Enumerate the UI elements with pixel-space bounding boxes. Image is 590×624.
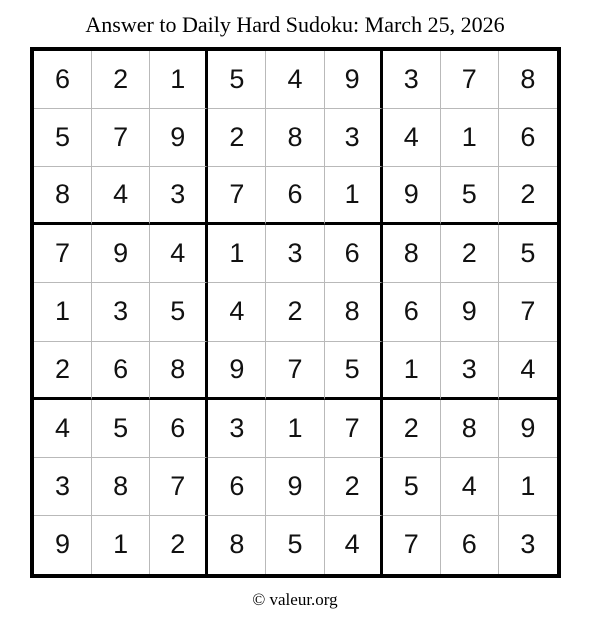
copyright-footer: © valeur.org — [252, 590, 338, 609]
sudoku-cell: 7 — [383, 516, 441, 574]
sudoku-cell: 4 — [325, 516, 383, 574]
sudoku-board — [30, 47, 561, 578]
sudoku-cell: 8 — [92, 458, 150, 516]
sudoku-cell: 7 — [441, 51, 499, 109]
sudoku-cell: 7 — [92, 109, 150, 167]
sudoku-cell: 3 — [208, 400, 266, 458]
sudoku-cell: 4 — [383, 109, 441, 167]
sudoku-cell: 2 — [325, 458, 383, 516]
sudoku-cell: 5 — [34, 109, 92, 167]
sudoku-cell: 4 — [34, 400, 92, 458]
sudoku-cell: 1 — [266, 400, 324, 458]
sudoku-cell: 5 — [499, 225, 557, 283]
sudoku-cell: 9 — [266, 458, 324, 516]
sudoku-cell: 1 — [150, 51, 208, 109]
sudoku-cell: 1 — [383, 342, 441, 400]
sudoku-cell: 3 — [266, 225, 324, 283]
sudoku-cell: 2 — [441, 225, 499, 283]
sudoku-cell: 9 — [150, 109, 208, 167]
sudoku-cell: 4 — [92, 167, 150, 225]
sudoku-cell: 7 — [208, 167, 266, 225]
page-title: Answer to Daily Hard Sudoku: March 25, 2026 — [85, 12, 505, 37]
sudoku-cell: 1 — [441, 109, 499, 167]
sudoku-cell: 2 — [34, 342, 92, 400]
sudoku-cell: 6 — [208, 458, 266, 516]
sudoku-cell: 1 — [325, 167, 383, 225]
sudoku-cell: 8 — [325, 283, 383, 341]
sudoku-cell: 3 — [383, 51, 441, 109]
sudoku-cell: 4 — [266, 51, 324, 109]
sudoku-cell: 1 — [499, 458, 557, 516]
sudoku-cell: 9 — [34, 516, 92, 574]
sudoku-cell: 6 — [383, 283, 441, 341]
sudoku-cell: 7 — [325, 400, 383, 458]
sudoku-cell: 2 — [266, 283, 324, 341]
sudoku-cell: 2 — [499, 167, 557, 225]
sudoku-cell: 5 — [150, 283, 208, 341]
sudoku-cell: 6 — [325, 225, 383, 283]
sudoku-cell: 8 — [208, 516, 266, 574]
sudoku-cell: 8 — [266, 109, 324, 167]
sudoku-cell: 7 — [266, 342, 324, 400]
sudoku-cell: 6 — [266, 167, 324, 225]
sudoku-cell: 2 — [208, 109, 266, 167]
sudoku-cell: 3 — [441, 342, 499, 400]
sudoku-cell: 8 — [441, 400, 499, 458]
sudoku-cell: 5 — [325, 342, 383, 400]
sudoku-cell: 6 — [92, 342, 150, 400]
sudoku-cell: 9 — [92, 225, 150, 283]
sudoku-cell: 7 — [150, 458, 208, 516]
sudoku-cell: 5 — [92, 400, 150, 458]
sudoku-cell: 7 — [499, 283, 557, 341]
sudoku-cell: 1 — [34, 283, 92, 341]
sudoku-cell: 8 — [150, 342, 208, 400]
sudoku-cell: 6 — [34, 51, 92, 109]
sudoku-cell: 9 — [383, 167, 441, 225]
sudoku-cell: 6 — [150, 400, 208, 458]
sudoku-cell: 6 — [499, 109, 557, 167]
sudoku-cell: 3 — [520, 529, 536, 560]
sudoku-cell: 9 — [441, 283, 499, 341]
sudoku-cell: 6 — [441, 516, 499, 574]
sudoku-cell: 8 — [383, 225, 441, 283]
sudoku-cell: 8 — [34, 167, 92, 225]
sudoku-cell: 3 — [92, 283, 150, 341]
sudoku-cell: 1 — [92, 516, 150, 574]
sudoku-cell: 4 — [208, 283, 266, 341]
sudoku-cell: 5 — [441, 167, 499, 225]
sudoku-cell: 4 — [499, 342, 557, 400]
sudoku-cell: 2 — [150, 516, 208, 574]
sudoku-cell: 1 — [208, 225, 266, 283]
sudoku-cell: 9 — [499, 400, 557, 458]
sudoku-cell: 5 — [266, 516, 324, 574]
sudoku-cell: 3 — [150, 167, 208, 225]
sudoku-cell: 9 — [325, 51, 383, 109]
sudoku-cell: 9 — [208, 342, 266, 400]
sudoku-cell: 8 — [499, 51, 557, 109]
sudoku-cell: 2 — [92, 51, 150, 109]
sudoku-cell: 5 — [383, 458, 441, 516]
sudoku-cell: 2 — [383, 400, 441, 458]
sudoku-cell: 4 — [150, 225, 208, 283]
sudoku-cell: 5 — [208, 51, 266, 109]
sudoku-cell: 7 — [34, 225, 92, 283]
sudoku-cell: 3 — [325, 109, 383, 167]
sudoku-cell: 3 — [34, 458, 92, 516]
sudoku-cell: 4 — [441, 458, 499, 516]
